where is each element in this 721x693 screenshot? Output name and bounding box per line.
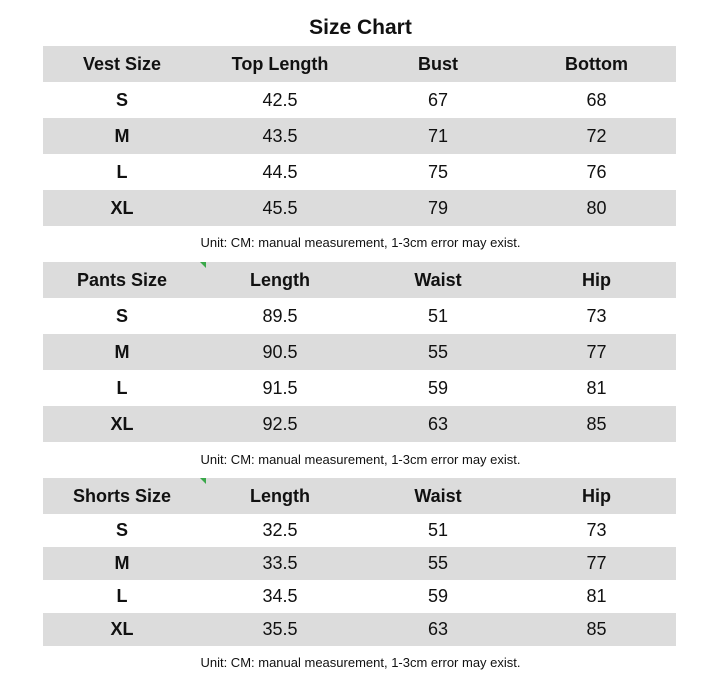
size-cell: L [116, 161, 128, 182]
header-cell: Bust [418, 53, 458, 74]
size-cell: M [114, 553, 130, 573]
table-cell: 63 [427, 413, 449, 434]
header-cell: Pants Size [76, 269, 168, 290]
table-cell: 32.5 [262, 520, 298, 540]
table-cell: 72 [586, 125, 607, 146]
table-cell: 91.5 [262, 377, 298, 398]
table-row [43, 580, 676, 613]
table-header-row [43, 478, 676, 514]
table-cell: 43.5 [262, 125, 298, 146]
table-cell: 79 [427, 197, 449, 218]
table-cell: 71 [427, 125, 449, 146]
pants-unit-note: Unit: CM: manual measurement, 1-3cm error may exist. [200, 452, 521, 467]
corner-mark-icon [200, 478, 206, 484]
table-cell: 42.5 [262, 89, 298, 110]
table-cell: 55 [427, 553, 449, 573]
table-cell: 44.5 [262, 161, 298, 182]
table-row [43, 334, 676, 370]
vest-size-table [43, 46, 676, 226]
header-cell: Hip [582, 269, 611, 290]
table-cell: 85 [586, 413, 607, 434]
table-row [43, 547, 676, 580]
size-cell: L [116, 586, 128, 606]
size-cell: S [115, 89, 128, 110]
page-title: Size Chart [309, 16, 412, 39]
table-cell: 35.5 [262, 619, 298, 639]
header-cell: Vest Size [82, 53, 162, 74]
table-cell: 51 [427, 520, 449, 540]
size-cell: L [116, 377, 128, 398]
table-cell: 90.5 [262, 341, 298, 362]
table-row [43, 118, 676, 154]
size-cell: XL [110, 197, 134, 218]
table-cell: 80 [586, 197, 607, 218]
table-row [43, 190, 676, 226]
header-cell: Hip [582, 485, 611, 506]
table-header-row [43, 262, 676, 298]
table-cell: 45.5 [262, 197, 298, 218]
table-cell: 55 [427, 341, 449, 362]
size-cell: S [115, 520, 128, 540]
size-cell: M [114, 341, 130, 362]
table-row [43, 298, 676, 334]
pants-size-table [43, 262, 676, 442]
table-cell: 68 [586, 89, 607, 110]
table-cell: 81 [586, 586, 607, 606]
corner-mark-icon [200, 262, 206, 268]
shorts-unit-note: Unit: CM: manual measurement, 1-3cm error may exist. [200, 655, 521, 670]
table-cell: 73 [586, 520, 607, 540]
table-cell: 34.5 [262, 586, 298, 606]
table-cell: 73 [586, 305, 607, 326]
table-cell: 59 [427, 377, 449, 398]
table-cell: 51 [427, 305, 449, 326]
table-cell: 92.5 [262, 413, 298, 434]
table-cell: 77 [586, 341, 607, 362]
size-cell: XL [110, 413, 134, 434]
header-cell: Waist [414, 269, 462, 290]
table-row [43, 82, 676, 118]
table-row [43, 514, 676, 547]
table-cell: 85 [586, 619, 607, 639]
table-row [43, 613, 676, 646]
header-cell: Shorts Size [72, 485, 172, 506]
size-cell: XL [110, 619, 134, 639]
table-cell: 59 [427, 586, 449, 606]
table-header-row [43, 46, 676, 82]
table-cell: 67 [427, 89, 449, 110]
header-cell: Waist [414, 485, 462, 506]
table-cell: 33.5 [262, 553, 298, 573]
size-cell: M [114, 125, 130, 146]
header-cell: Top Length [231, 53, 329, 74]
table-cell: 81 [586, 377, 607, 398]
header-cell: Bottom [565, 53, 628, 74]
size-cell: S [115, 305, 128, 326]
table-cell: 89.5 [262, 305, 298, 326]
shorts-size-table [43, 478, 676, 646]
header-cell: Length [250, 485, 310, 506]
table-row [43, 154, 676, 190]
table-row [43, 370, 676, 406]
header-cell: Length [250, 269, 310, 290]
table-cell: 75 [427, 161, 449, 182]
vest-unit-note: Unit: CM: manual measurement, 1-3cm error may exist. [200, 235, 521, 250]
table-cell: 63 [427, 619, 449, 639]
table-row [43, 406, 676, 442]
table-cell: 76 [586, 161, 607, 182]
table-cell: 77 [586, 553, 607, 573]
